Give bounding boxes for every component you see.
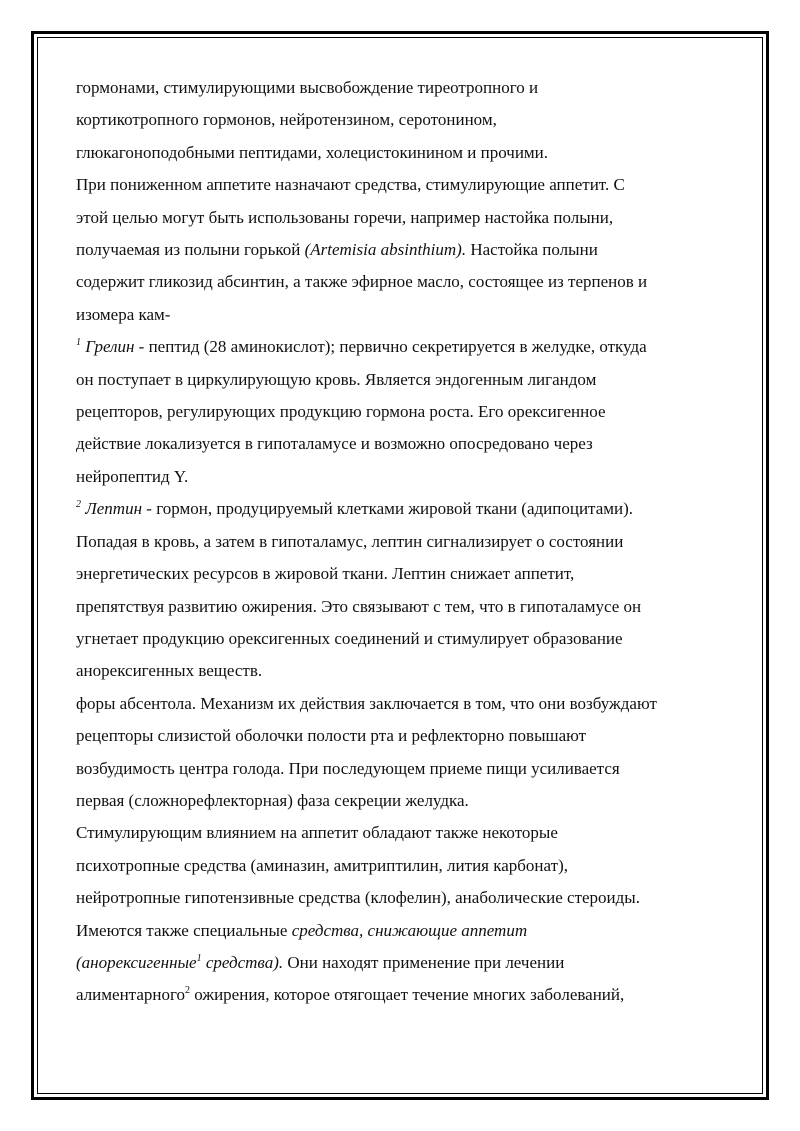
text-run: средства, снижающие аппетит — [291, 920, 528, 940]
text-run: рецепторов, регулирующих продукцию гормона роста. Его орексигенное — [76, 402, 606, 422]
text-run: Стимулирующим влиянием на аппетит обладают также некоторые — [76, 823, 558, 843]
text-run: угнетает продукцию орексигенных соединений и стимулирует образование — [76, 628, 623, 648]
text-run: глюкагоноподобными пептидами, холецистокинином и прочими. — [76, 142, 549, 162]
text-run: содержит гликозид абсинтин, а также эфирное масло, состоящее из терпенов и — [76, 272, 648, 292]
text-line — [76, 234, 736, 266]
text-run: действие локализуется в гипоталамусе и возможно опосредовано через — [76, 434, 593, 454]
text-run: алиментарного — [76, 985, 186, 1005]
text-run: форы абсентола. Механизм их действия заключается в том, что они возбуждают — [76, 693, 657, 713]
text-line — [76, 979, 736, 1011]
text-run: Настойка полыни — [466, 240, 598, 260]
text-run: гормонами, стимулирующими высвобождение тиреотропного и — [76, 78, 539, 97]
text-run: энергетических ресурсов в жировой ткани. Лептин снижает аппетит, — [76, 564, 575, 584]
text-run: нейротропные гипотензивные средства (клофелин), анаболические стероиды. — [76, 888, 640, 908]
text-line — [76, 655, 736, 687]
text-line — [76, 817, 736, 849]
text-run: кортикотропного гормонов, нейротензином, серотонином, — [76, 110, 497, 130]
footnote-marker: 2 — [185, 985, 191, 997]
text-line — [76, 461, 736, 493]
text-run: Грелин — [81, 337, 135, 357]
text-run: Имеются также специальные — [76, 920, 292, 940]
text-run: (анорексигенные — [76, 952, 197, 972]
footnote-marker: 2 — [76, 499, 81, 511]
text-run: этой целью могут быть использованы горечи, например настойка полыни, — [76, 207, 614, 227]
text-line — [76, 428, 736, 460]
text-line — [76, 882, 736, 914]
text-line — [76, 947, 736, 979]
text-line — [76, 137, 736, 169]
text-line — [76, 364, 736, 396]
text-run: изомера кам- — [76, 304, 171, 324]
text-line — [76, 915, 736, 947]
text-line — [76, 785, 736, 817]
text-run: психотропные средства (аминазин, амитриптилин, лития карбонат), — [76, 855, 568, 875]
text-line — [76, 623, 736, 655]
text-line — [76, 72, 736, 104]
text-run: ожирения, которое отягощает течение многих заболеваний, — [190, 985, 625, 1005]
text-line — [76, 104, 736, 136]
text-run: первая (сложнорефлекторная) фаза секреции желудка. — [76, 790, 469, 810]
text-run: рецепторы слизистой оболочки полости рта и рефлекторно повышают — [76, 726, 587, 746]
text-run: Попадая в кровь, а затем в гипоталамус, лептин сигнализирует о состоянии — [76, 531, 624, 551]
footnote-marker: 1 — [76, 337, 81, 349]
text-line — [76, 169, 736, 201]
text-run: получаемая из полыни горькой — [76, 240, 305, 260]
text-line — [76, 299, 736, 331]
text-run: Лептин — [81, 499, 143, 519]
text-line — [76, 753, 736, 785]
text-line — [76, 720, 736, 752]
text-run: возбудимость центра голода. При последующем приеме пищи усиливается — [76, 758, 620, 778]
text-line — [76, 266, 736, 298]
text-run: - пептид (28 аминокислот); первично секретируется в желудке, откуда — [134, 337, 647, 357]
text-run: Они находят применение при лечении — [283, 952, 565, 972]
text-run: - гормон, продуцируемый клетками жировой ткани (адипоцитами). — [142, 499, 634, 519]
footnote-marker: 1 — [196, 952, 202, 964]
text-line — [76, 202, 736, 234]
text-line — [76, 493, 736, 525]
text-run: При пониженном аппетите назначают средства, стимулирующие аппетит. С — [76, 175, 625, 195]
page-body-text — [76, 72, 736, 1012]
text-run: нейропептид Y. — [76, 466, 189, 486]
text-line — [76, 396, 736, 428]
text-line — [76, 526, 736, 558]
text-run: средства). — [201, 952, 284, 972]
text-line — [76, 331, 736, 363]
text-run: он поступает в циркулирующую кровь. Является эндогенным лигандом — [76, 369, 597, 389]
text-line — [76, 558, 736, 590]
text-run: препятствуя развитию ожирения. Это связывают с тем, что в гипоталамусе он — [76, 596, 642, 616]
text-line — [76, 688, 736, 720]
text-line — [76, 591, 736, 623]
text-run: анорексигенных веществ. — [76, 661, 263, 681]
text-run: (Artemisia absinthium). — [304, 240, 467, 260]
text-line — [76, 850, 736, 882]
